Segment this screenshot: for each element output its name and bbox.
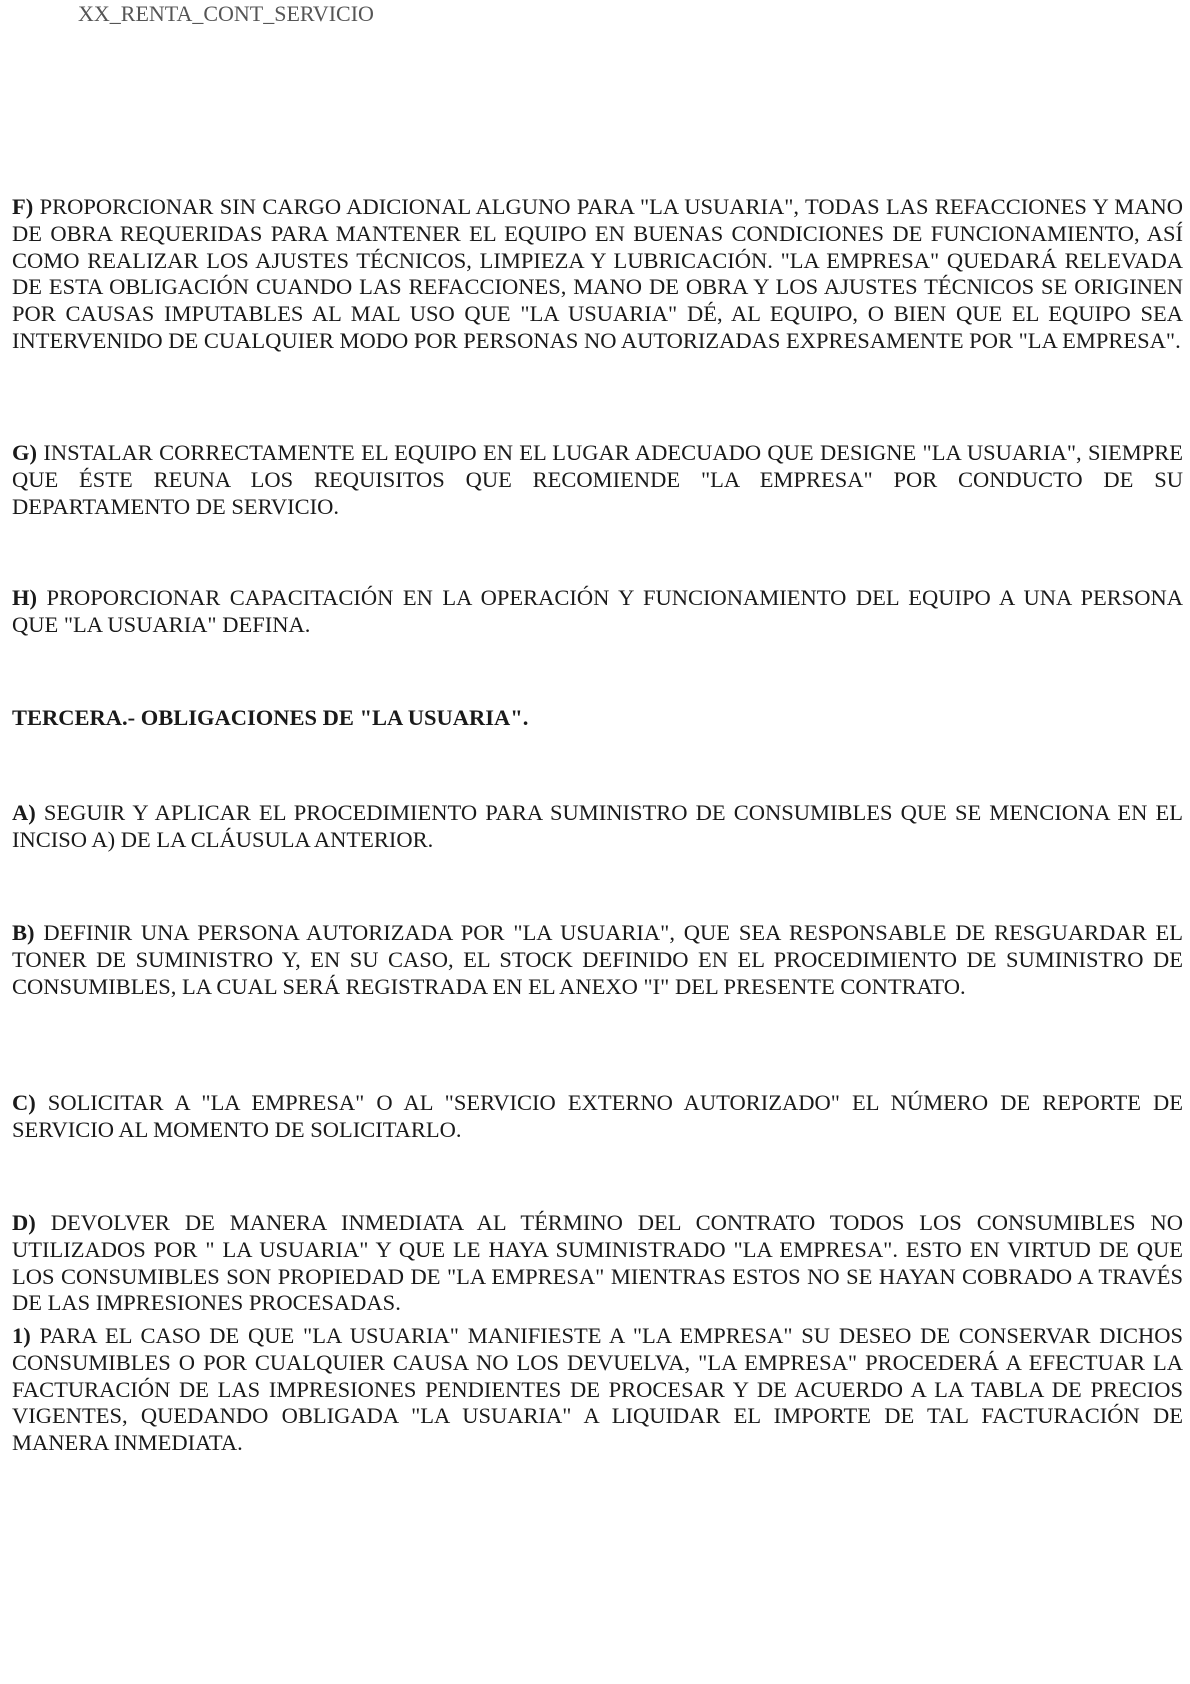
obligation-d1-marker: 1) <box>12 1323 31 1348</box>
obligation-d <box>12 1210 1183 1317</box>
obligation-d-marker: D) <box>12 1210 36 1235</box>
clause-h-marker: H) <box>12 585 37 610</box>
clause-h-text: PROPORCIONAR CAPACITACIÓN EN LA OPERACIÓN Y FUNCIONAMIENTO DEL EQUIPO A UNA PERSONA QUE "LA USUARIA" DEFINA. <box>12 585 1183 637</box>
obligation-a <box>12 800 1183 854</box>
obligation-b-marker: B) <box>12 920 35 945</box>
section-heading-tercera: TERCERA.- OBLIGACIONES DE "LA USUARIA". <box>12 705 529 730</box>
obligation-c <box>12 1090 1183 1144</box>
obligation-d-subitem-1 <box>12 1323 1183 1457</box>
document-header-id: XX_RENTA_CONT_SERVICIO <box>78 1 374 26</box>
obligation-b <box>12 920 1183 1000</box>
obligation-d1-text: PARA EL CASO DE QUE "LA USUARIA" MANIFIESTE A "LA EMPRESA" SU DESEO DE CONSERVAR DICHOS CONSUMIBLES O POR CUALQUIER CAUSA NO LOS DEVUELVA, "LA EMPRESA" PROCEDERÁ A EFECTUAR LA FACTURACIÓN DE LAS IMPRESIONES PENDIENTES DE PROCESAR Y DE ACUERDO A LA TABLA DE PRECIOS VIGENTES, QUEDANDO OBLIGADA "LA USUARIA" A LIQUIDAR EL IMPORTE DE TAL FACTURACIÓN DE MANERA INMEDIATA. <box>12 1323 1183 1456</box>
obligation-c-marker: C) <box>12 1090 36 1115</box>
clause-h <box>12 585 1183 639</box>
clause-g-text: INSTALAR CORRECTAMENTE EL EQUIPO EN EL LUGAR ADECUADO QUE DESIGNE "LA USUARIA", SIEMPRE QUE ÉSTE REUNA LOS REQUISITOS QUE RECOMIENDE "LA EMPRESA" POR CONDUCTO DE SU DEPARTAMENTO DE SERVICIO. <box>12 440 1183 519</box>
obligation-c-text: SOLICITAR A "LA EMPRESA" O AL "SERVICIO EXTERNO AUTORIZADO" EL NÚMERO DE REPORTE DE SERVICIO AL MOMENTO DE SOLICITARLO. <box>12 1090 1183 1142</box>
obligation-d-text: DEVOLVER DE MANERA INMEDIATA AL TÉRMINO DEL CONTRATO TODOS LOS CONSUMIBLES NO UTILIZADOS POR " LA USUARIA" Y QUE LE HAYA SUMINISTRADO "LA EMPRESA". ESTO EN VIRTUD DE QUE LOS CONSUMIBLES SON PROPIEDAD DE "LA EMPRESA" MIENTRAS ESTOS NO SE HAYAN COBRADO A TRAVÉS DE LAS IMPRESIONES PROCESADAS. <box>12 1210 1183 1316</box>
clause-g <box>12 440 1183 520</box>
clause-f-text: PROPORCIONAR SIN CARGO ADICIONAL ALGUNO PARA "LA USUARIA", TODAS LAS REFACCIONES Y MANO DE OBRA REQUERIDAS PARA MANTENER EL EQUIPO EN BUENAS CONDICIONES DE FUNCIONAMIENTO, ASÍ COMO REALIZAR LOS AJUSTES TÉCNICOS, LIMPIEZA Y LUBRICACIÓN. "LA EMPRESA" QUEDARÁ RELEVADA DE ESTA OBLIGACIÓN CUANDO LAS REFACCIONES, MANO DE OBRA Y LOS AJUSTES TÉCNICOS SE ORIGINEN POR CAUSAS IMPUTABLES AL MAL USO QUE "LA USUARIA" DÉ, AL EQUIPO, O BIEN QUE EL EQUIPO SEA INTERVENIDO DE CUALQUIER MODO POR PERSONAS NO AUTORIZADAS EXPRESAMENTE POR "LA EMPRESA". <box>12 194 1183 353</box>
obligation-a-text: SEGUIR Y APLICAR EL PROCEDIMIENTO PARA SUMINISTRO DE CONSUMIBLES QUE SE MENCIONA EN EL INCISO A) DE LA CLÁUSULA ANTERIOR. <box>12 800 1183 852</box>
obligation-a-marker: A) <box>12 800 36 825</box>
clause-g-marker: G) <box>12 440 37 465</box>
clause-f-marker: F) <box>12 194 34 219</box>
obligation-b-text: DEFINIR UNA PERSONA AUTORIZADA POR "LA USUARIA", QUE SEA RESPONSABLE DE RESGUARDAR EL TONER DE SUMINISTRO Y, EN SU CASO, EL STOCK DEFINIDO EN EL PROCEDIMIENTO DE SUMINISTRO DE CONSUMIBLES, LA CUAL SERÁ REGISTRADA EN EL ANEXO "I" DEL PRESENTE CONTRATO. <box>12 920 1183 999</box>
clause-f <box>12 194 1183 355</box>
